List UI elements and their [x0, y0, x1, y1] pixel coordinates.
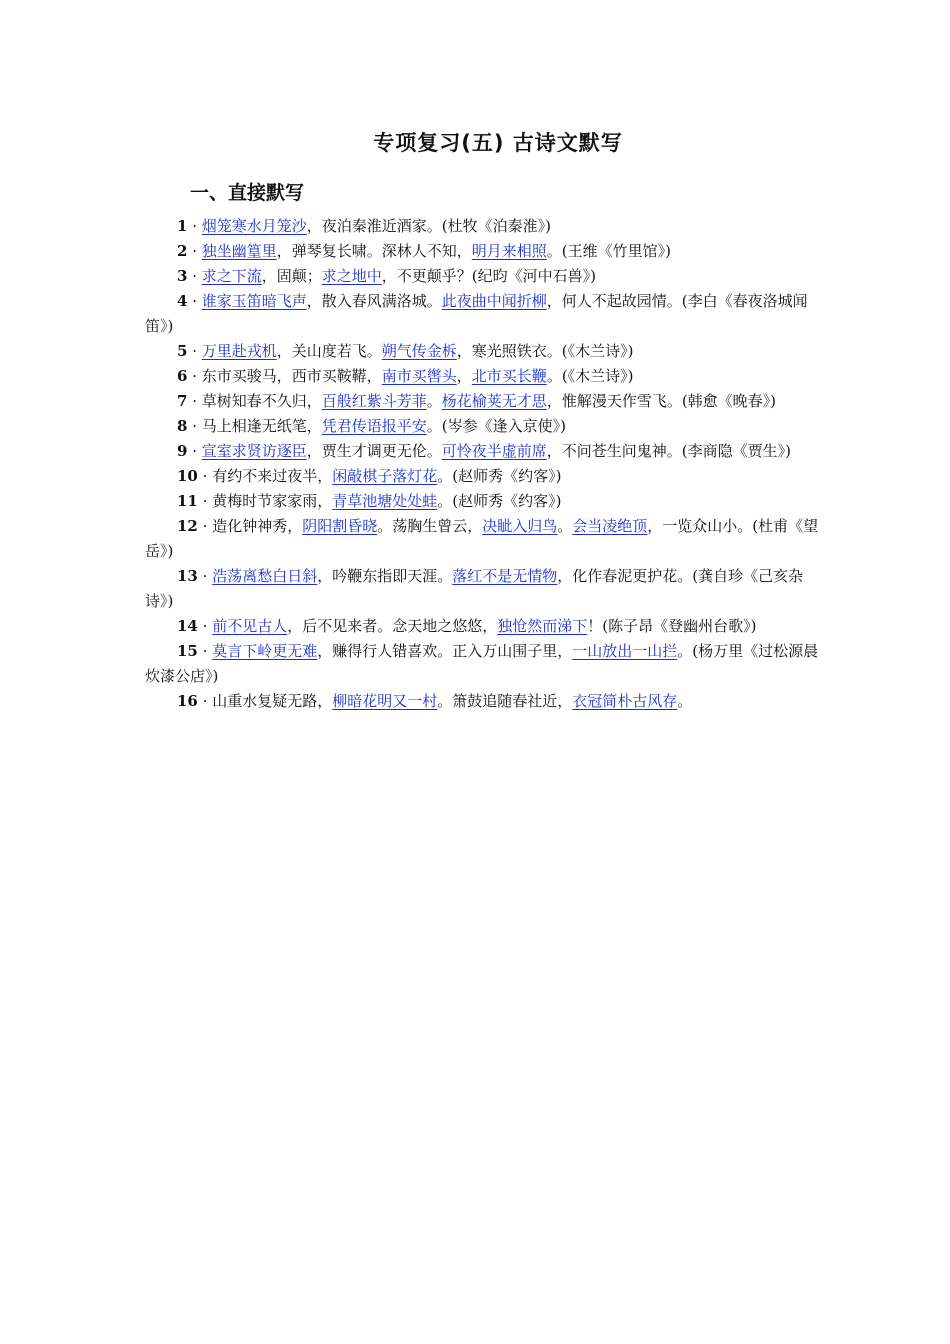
answer-text: 可怜夜半虚前席 — [441, 442, 547, 460]
answer-text: 闲敲棋子落灯花 — [332, 467, 438, 485]
poem-text: ，弹琴复长啸。深林人不知， — [276, 242, 472, 260]
answer-text: 衣冠简朴古风存 — [572, 692, 678, 710]
answer-text: 烟笼寒水月笼沙 — [201, 217, 307, 235]
poem-text: 草树知春不久归， — [201, 392, 322, 410]
question-item: 12 · 造化钟神秀，阴阳割昏晓。荡胸生曾云，决眦入归鸟。会当凌绝顶，一览众山小。(杜甫《望岳》) — [145, 517, 819, 560]
question-number: 11 — [177, 492, 198, 510]
answer-text: 万里赴戎机 — [201, 342, 277, 360]
poem-text: 。(王维《竹里馆》) — [546, 242, 672, 260]
answer-text: 阴阳割昏晓 — [302, 517, 378, 535]
answer-text: 谁家玉笛暗飞声 — [201, 292, 307, 310]
question-item: 9 · 宣室求贤访逐臣，贾生才调更无伦。可怜夜半虚前席，不问苍生问鬼神。(李商隐《贾生》) — [177, 442, 792, 460]
answer-text: 独坐幽篁里 — [201, 242, 277, 260]
question-number: 3 — [177, 267, 188, 285]
poem-text: 。荡胸生曾云， — [377, 517, 483, 535]
answer-text: 百般红紫斗芳菲 — [321, 392, 427, 410]
question-number: 9 — [177, 442, 188, 460]
poem-text: ， — [456, 367, 472, 385]
poem-text: 东市买骏马，西市买鞍鞯， — [201, 367, 382, 385]
question-item: 11 · 黄梅时节家家雨，青草池塘处处蛙。(赵师秀《约客》) — [177, 492, 562, 510]
poem-text: ，不问苍生问鬼神。(李商隐《贾生》) — [546, 442, 792, 460]
answer-text: 宣室求贤访逐臣 — [201, 442, 307, 460]
poem-text: 。 — [677, 692, 693, 710]
question-number: 2 — [177, 242, 188, 260]
poem-text: ，散入春风满洛城。 — [306, 292, 442, 310]
poem-text: 。(杨万里《过松源晨炊漆公店》) — [145, 642, 819, 685]
question-item: 16 · 山重水复疑无路，柳暗花明又一村。箫鼓追随春社近，衣冠简朴古风存。 — [177, 692, 693, 710]
answer-text: 落红不是无情物 — [452, 567, 558, 585]
question-number: 6 — [177, 367, 188, 385]
poem-text: ，惟解漫天作雪飞。(韩愈《晚春》) — [546, 392, 777, 410]
question-item: 7 · 草树知春不久归，百般红紫斗芳菲。杨花榆荚无才思，惟解漫天作雪飞。(韩愈《晚春》) — [177, 392, 777, 410]
question-number: 1 — [177, 217, 188, 235]
poem-text: 。 — [426, 392, 442, 410]
answer-text: 柳暗花明又一村 — [332, 692, 438, 710]
answer-text: 求之下流 — [201, 267, 262, 285]
question-number: 13 — [177, 567, 198, 585]
poem-text: 有约不来过夜半， — [212, 467, 333, 485]
answer-text: 青草池塘处处蛙 — [332, 492, 438, 510]
poem-text: 。(岑参《逢入京使》) — [426, 417, 566, 435]
question-number: 15 — [177, 642, 198, 660]
poem-text: ，夜泊秦淮近酒家。(杜牧《泊秦淮》) — [306, 217, 551, 235]
question-number: 16 — [177, 692, 198, 710]
section-heading: 一、直接默写 — [190, 182, 305, 204]
poem-text: 。 — [557, 517, 573, 535]
question-item: 2 · 独坐幽篁里，弹琴复长啸。深林人不知，明月来相照。(王维《竹里馆》) — [177, 242, 672, 260]
question-item: 4 · 谁家玉笛暗飞声，散入春风满洛城。此夜曲中闻折柳，何人不起故园情。(李白《春夜洛城闻笛》) — [145, 292, 808, 335]
answer-text: 前不见古人 — [212, 617, 288, 635]
answer-text: 南市买辔头 — [381, 367, 457, 385]
question-item: 5 · 万里赴戎机，关山度若飞。朔气传金柝，寒光照铁衣。(《木兰诗》) — [177, 342, 634, 360]
answer-text: 此夜曲中闻折柳 — [441, 292, 547, 310]
poem-text: ，关山度若飞。 — [276, 342, 382, 360]
answer-text: 决眦入归鸟 — [482, 517, 558, 535]
answer-text: 独怆然而涕下 — [497, 617, 588, 635]
question-list — [145, 214, 825, 714]
question-item: 8 · 马上相逢无纸笔，凭君传语报平安。(岑参《逢入京使》) — [177, 417, 566, 435]
question-number: 5 — [177, 342, 188, 360]
poem-text: 黄梅时节家家雨， — [212, 492, 333, 510]
question-number: 8 — [177, 417, 188, 435]
poem-text: ，赚得行人错喜欢。正入万山围子里， — [317, 642, 573, 660]
poem-text: 马上相逢无纸笔， — [201, 417, 322, 435]
answer-text: 朔气传金柝 — [381, 342, 457, 360]
answer-text: 北市买长鞭 — [471, 367, 547, 385]
answer-text: 会当凌绝顶 — [572, 517, 648, 535]
poem-text: ，固颠； — [261, 267, 322, 285]
question-number: 14 — [177, 617, 198, 635]
question-number: 10 — [177, 467, 198, 485]
poem-text: ，后不见来者。念天地之悠悠， — [287, 617, 498, 635]
poem-text: ，不更颠乎？(纪昀《河中石兽》) — [381, 267, 597, 285]
poem-text: ，一览众山小。(杜甫《望岳》) — [145, 517, 819, 560]
poem-text: 山重水复疑无路， — [212, 692, 333, 710]
poem-text: ，何人不起故园情。(李白《春夜洛城闻笛》) — [145, 292, 808, 335]
poem-text: 。(赵师秀《约客》) — [437, 492, 562, 510]
poem-text: 造化钟神秀， — [212, 517, 303, 535]
page-title: 专项复习(五) 古诗文默写 — [373, 131, 623, 155]
poem-text: ，贾生才调更无伦。 — [306, 442, 442, 460]
answer-text: 莫言下岭更无难 — [212, 642, 318, 660]
answer-text: 明月来相照 — [471, 242, 547, 260]
poem-text: ！(陈子昂《登幽州台歌》) — [587, 617, 757, 635]
question-item: 10 · 有约不来过夜半，闲敲棋子落灯花。(赵师秀《约客》) — [177, 467, 562, 485]
question-item: 15 · 莫言下岭更无难，赚得行人错喜欢。正入万山围子里，一山放出一山拦。(杨万里《过松源晨炊漆公店》) — [145, 642, 819, 685]
answer-text: 求之地中 — [321, 267, 382, 285]
question-item: 1 · 烟笼寒水月笼沙，夜泊秦淮近酒家。(杜牧《泊秦淮》) — [177, 217, 551, 235]
poem-text: ，吟鞭东指即天涯。 — [317, 567, 453, 585]
poem-text: 。(《木兰诗》) — [546, 367, 634, 385]
answer-text: 一山放出一山拦 — [572, 642, 678, 660]
answer-text: 杨花榆荚无才思 — [441, 392, 547, 410]
question-item: 14 · 前不见古人，后不见来者。念天地之悠悠，独怆然而涕下！(陈子昂《登幽州台歌》) — [177, 617, 757, 635]
answer-text: 凭君传语报平安 — [321, 417, 427, 435]
poem-text: 。箫鼓追随春社近， — [437, 692, 573, 710]
poem-text: ，化作春泥更护花。(龚自珍《己亥杂诗》) — [145, 567, 804, 610]
question-item: 3 · 求之下流，固颠；求之地中，不更颠乎？(纪昀《河中石兽》) — [177, 267, 597, 285]
answer-text: 浩荡离愁白日斜 — [212, 567, 318, 585]
poem-text: 。(赵师秀《约客》) — [437, 467, 562, 485]
question-item: 13 · 浩荡离愁白日斜，吟鞭东指即天涯。落红不是无情物，化作春泥更护花。(龚自珍《己亥杂诗》) — [145, 567, 804, 610]
question-number: 7 — [177, 392, 188, 410]
poem-text: ，寒光照铁衣。(《木兰诗》) — [456, 342, 634, 360]
question-number: 12 — [177, 517, 198, 535]
question-number: 4 — [177, 292, 188, 310]
question-item: 6 · 东市买骏马，西市买鞍鞯，南市买辔头，北市买长鞭。(《木兰诗》) — [177, 367, 634, 385]
